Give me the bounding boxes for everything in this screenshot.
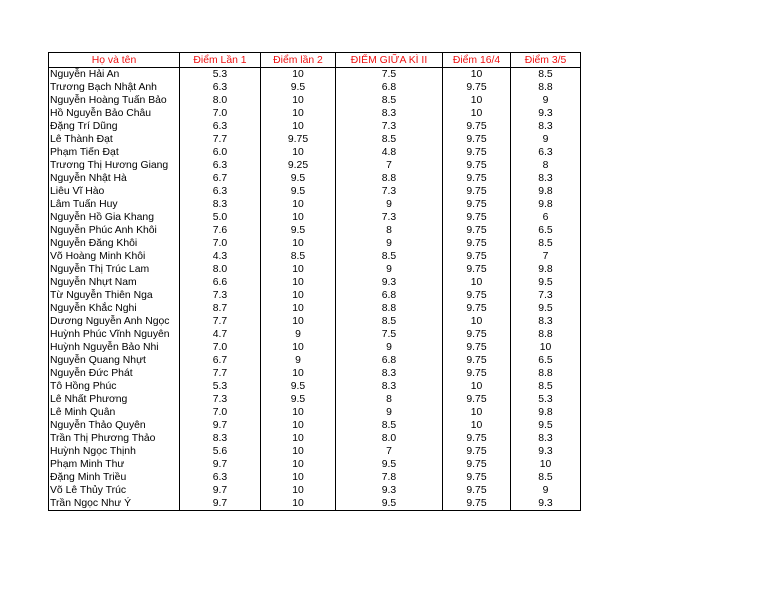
score-3-5: 8.8: [511, 81, 581, 94]
score-3-5: 9.8: [511, 406, 581, 419]
score-1: 9.7: [180, 419, 261, 432]
table-row: [49, 354, 581, 367]
student-name: Nguyễn Khắc Nghi: [49, 302, 180, 315]
midterm-score: 6.8: [336, 289, 443, 302]
score-16-4: 9.75: [443, 211, 511, 224]
score-1: 9.7: [180, 458, 261, 471]
score-2: 10: [261, 302, 336, 315]
student-name: Liêu Vĩ Hào: [49, 185, 180, 198]
score-3-5: 8.8: [511, 328, 581, 341]
midterm-score: 7.3: [336, 185, 443, 198]
midterm-score: 9.5: [336, 458, 443, 471]
header-name: Họ và tên: [49, 53, 180, 68]
table-row: [49, 146, 581, 159]
score-3-5: 9.8: [511, 263, 581, 276]
score-3-5: 8.5: [511, 380, 581, 393]
score-16-4: 9.75: [443, 146, 511, 159]
score-1: 8.0: [180, 263, 261, 276]
midterm-score: 8.5: [336, 250, 443, 263]
midterm-score: 9: [336, 237, 443, 250]
score-2: 10: [261, 367, 336, 380]
score-3-5: 9.3: [511, 445, 581, 458]
student-name: Nguyễn Hải An: [49, 68, 180, 82]
table-row: [49, 185, 581, 198]
student-name: Huỳnh Nguyễn Bảo Nhi: [49, 341, 180, 354]
table-row: [49, 263, 581, 276]
table-row: [49, 367, 581, 380]
score-3-5: 8.5: [511, 68, 581, 82]
score-16-4: 10: [443, 107, 511, 120]
table-row: [49, 484, 581, 497]
student-name: Nguyễn Đức Phát: [49, 367, 180, 380]
student-name: Đặng Minh Triều: [49, 471, 180, 484]
table-row: [49, 198, 581, 211]
score-1: 5.6: [180, 445, 261, 458]
score-2: 10: [261, 458, 336, 471]
midterm-score: 7.3: [336, 120, 443, 133]
score-16-4: 9.75: [443, 432, 511, 445]
score-16-4: 9.75: [443, 250, 511, 263]
score-1: 8.3: [180, 432, 261, 445]
student-name: Lê Nhất Phương: [49, 393, 180, 406]
score-3-5: 8.3: [511, 315, 581, 328]
midterm-score: 8.3: [336, 380, 443, 393]
score-2: 10: [261, 406, 336, 419]
table-row: [49, 120, 581, 133]
score-1: 6.3: [180, 120, 261, 133]
table-row: [49, 380, 581, 393]
table-row: [49, 159, 581, 172]
student-name: Đặng Trí Dũng: [49, 120, 180, 133]
score-1: 4.7: [180, 328, 261, 341]
score-3-5: 9.8: [511, 198, 581, 211]
midterm-score: 7.5: [336, 68, 443, 82]
table-row: [49, 328, 581, 341]
table-row: [49, 250, 581, 263]
score-3-5: 9.5: [511, 302, 581, 315]
table-row: [49, 497, 581, 511]
score-2: 10: [261, 497, 336, 511]
midterm-score: 7: [336, 445, 443, 458]
midterm-score: 7.3: [336, 211, 443, 224]
student-name: Nguyễn Hồ Gia Khang: [49, 211, 180, 224]
score-1: 5.0: [180, 211, 261, 224]
score-2: 9.5: [261, 185, 336, 198]
score-1: 5.3: [180, 68, 261, 82]
score-2: 10: [261, 263, 336, 276]
score-3-5: 8.5: [511, 237, 581, 250]
table-row: [49, 419, 581, 432]
student-name: Võ Lê Thủy Trúc: [49, 484, 180, 497]
midterm-score: 8.5: [336, 315, 443, 328]
score-16-4: 9.75: [443, 133, 511, 146]
score-1: 7.0: [180, 341, 261, 354]
score-16-4: 9.75: [443, 120, 511, 133]
score-3-5: 9: [511, 133, 581, 146]
score-2: 8.5: [261, 250, 336, 263]
score-16-4: 9.75: [443, 159, 511, 172]
score-1: 6.3: [180, 471, 261, 484]
score-3-5: 8: [511, 159, 581, 172]
table-row: [49, 81, 581, 94]
header-score-16-4: Điểm 16/4: [443, 53, 511, 68]
score-3-5: 6.5: [511, 354, 581, 367]
midterm-score: 9.5: [336, 497, 443, 511]
score-16-4: 9.75: [443, 224, 511, 237]
table-row: [49, 133, 581, 146]
table-row: [49, 94, 581, 107]
score-16-4: 9.75: [443, 198, 511, 211]
midterm-score: 9: [336, 198, 443, 211]
midterm-score: 8.0: [336, 432, 443, 445]
score-3-5: 6: [511, 211, 581, 224]
score-16-4: 10: [443, 315, 511, 328]
midterm-score: 9: [336, 341, 443, 354]
score-2: 10: [261, 419, 336, 432]
score-1: 6.3: [180, 185, 261, 198]
score-2: 10: [261, 315, 336, 328]
midterm-score: 8: [336, 393, 443, 406]
score-2: 10: [261, 276, 336, 289]
score-3-5: 8.8: [511, 367, 581, 380]
student-name: Phạm Minh Thư: [49, 458, 180, 471]
score-16-4: 9.75: [443, 263, 511, 276]
score-1: 8.7: [180, 302, 261, 315]
score-16-4: 10: [443, 94, 511, 107]
score-3-5: 9: [511, 484, 581, 497]
student-name: Nguyễn Đăng Khôi: [49, 237, 180, 250]
score-3-5: 8.3: [511, 172, 581, 185]
student-name: Nguyễn Nhật Hà: [49, 172, 180, 185]
score-3-5: 6.5: [511, 224, 581, 237]
score-2: 9: [261, 354, 336, 367]
score-3-5: 8.5: [511, 471, 581, 484]
score-16-4: 9.75: [443, 484, 511, 497]
student-name: Trần Ngọc Như Ý: [49, 497, 180, 511]
score-16-4: 10: [443, 68, 511, 82]
score-16-4: 9.75: [443, 237, 511, 250]
table-row: [49, 172, 581, 185]
score-1: 6.0: [180, 146, 261, 159]
score-3-5: 8.3: [511, 432, 581, 445]
score-1: 7.7: [180, 133, 261, 146]
student-name: Nguyễn Quang Nhựt: [49, 354, 180, 367]
table-row: [49, 315, 581, 328]
score-16-4: 9.75: [443, 328, 511, 341]
table-row: [49, 432, 581, 445]
score-3-5: 10: [511, 458, 581, 471]
score-3-5: 10: [511, 341, 581, 354]
score-3-5: 9: [511, 94, 581, 107]
score-16-4: 10: [443, 380, 511, 393]
student-name: Nguyễn Nhựt Nam: [49, 276, 180, 289]
score-1: 6.7: [180, 354, 261, 367]
score-1: 8.3: [180, 198, 261, 211]
student-name: Dương Nguyễn Anh Ngọc: [49, 315, 180, 328]
score-16-4: 9.75: [443, 367, 511, 380]
score-1: 7.7: [180, 367, 261, 380]
score-3-5: 6.3: [511, 146, 581, 159]
score-2: 9.25: [261, 159, 336, 172]
score-1: 7.3: [180, 393, 261, 406]
table-row: [49, 68, 581, 82]
student-name: Lê Minh Quân: [49, 406, 180, 419]
header-score-3-5: Điểm 3/5: [511, 53, 581, 68]
score-3-5: 9.3: [511, 107, 581, 120]
midterm-score: 6.8: [336, 354, 443, 367]
score-2: 10: [261, 289, 336, 302]
score-16-4: 9.75: [443, 471, 511, 484]
student-name: Tô Hồng Phúc: [49, 380, 180, 393]
table-body: [49, 68, 581, 511]
score-2: 9.5: [261, 393, 336, 406]
grades-table: [48, 52, 581, 511]
score-16-4: 9.75: [443, 302, 511, 315]
score-2: 10: [261, 94, 336, 107]
midterm-score: 9.3: [336, 276, 443, 289]
student-name: Huỳnh Phúc Vĩnh Nguyên: [49, 328, 180, 341]
table-row: [49, 224, 581, 237]
score-1: 7.0: [180, 107, 261, 120]
midterm-score: 6.8: [336, 81, 443, 94]
score-1: 5.3: [180, 380, 261, 393]
score-2: 10: [261, 445, 336, 458]
score-2: 10: [261, 484, 336, 497]
table-row: [49, 341, 581, 354]
score-3-5: 8.3: [511, 120, 581, 133]
table-row: [49, 393, 581, 406]
score-1: 4.3: [180, 250, 261, 263]
midterm-score: 7.5: [336, 328, 443, 341]
table-row: [49, 237, 581, 250]
score-2: 10: [261, 120, 336, 133]
score-16-4: 9.75: [443, 445, 511, 458]
midterm-score: 4.8: [336, 146, 443, 159]
score-16-4: 9.75: [443, 393, 511, 406]
midterm-score: 9: [336, 406, 443, 419]
table-row: [49, 302, 581, 315]
student-name: Trần Thị Phương Thảo: [49, 432, 180, 445]
score-16-4: 9.75: [443, 81, 511, 94]
score-16-4: 10: [443, 406, 511, 419]
midterm-score: 8.5: [336, 419, 443, 432]
table-row: [49, 471, 581, 484]
score-2: 10: [261, 68, 336, 82]
score-1: 9.7: [180, 497, 261, 511]
score-16-4: 9.75: [443, 289, 511, 302]
score-2: 10: [261, 432, 336, 445]
score-2: 9.5: [261, 172, 336, 185]
header-score-2: Điểm lần 2: [261, 53, 336, 68]
student-name: Võ Hoàng Minh Khôi: [49, 250, 180, 263]
table-row: [49, 445, 581, 458]
score-3-5: 9.5: [511, 419, 581, 432]
score-2: 9.5: [261, 224, 336, 237]
score-2: 10: [261, 146, 336, 159]
table-row: [49, 107, 581, 120]
student-name: Lê Thành Đạt: [49, 133, 180, 146]
score-2: 9.75: [261, 133, 336, 146]
score-3-5: 9.5: [511, 276, 581, 289]
score-1: 7.0: [180, 406, 261, 419]
table-row: [49, 211, 581, 224]
score-16-4: 10: [443, 276, 511, 289]
student-name: Nguyễn Hoàng Tuấn Bảo: [49, 94, 180, 107]
score-16-4: 9.75: [443, 497, 511, 511]
score-3-5: 9.3: [511, 497, 581, 511]
midterm-score: 8.3: [336, 107, 443, 120]
midterm-score: 8: [336, 224, 443, 237]
student-name: Nguyễn Thảo Quyên: [49, 419, 180, 432]
header-score-1: Điểm Lần 1: [180, 53, 261, 68]
student-name: Trương Thị Hương Giang: [49, 159, 180, 172]
score-1: 6.3: [180, 159, 261, 172]
score-16-4: 10: [443, 419, 511, 432]
score-1: 6.6: [180, 276, 261, 289]
student-name: Trương Bạch Nhật Anh: [49, 81, 180, 94]
student-name: Nguyễn Thị Trúc Lam: [49, 263, 180, 276]
table-row: [49, 406, 581, 419]
score-2: 9.5: [261, 380, 336, 393]
score-16-4: 9.75: [443, 341, 511, 354]
table-row: [49, 289, 581, 302]
midterm-score: 7.8: [336, 471, 443, 484]
student-name: Phạm Tiến Đạt: [49, 146, 180, 159]
midterm-score: 8.8: [336, 172, 443, 185]
midterm-score: 9.3: [336, 484, 443, 497]
score-2: 10: [261, 211, 336, 224]
table-row: [49, 458, 581, 471]
score-16-4: 9.75: [443, 458, 511, 471]
table-row: [49, 276, 581, 289]
score-1: 7.7: [180, 315, 261, 328]
score-1: 7.3: [180, 289, 261, 302]
score-1: 8.0: [180, 94, 261, 107]
header-row: [49, 53, 581, 68]
score-1: 6.3: [180, 81, 261, 94]
student-name: Lâm Tuấn Huy: [49, 198, 180, 211]
header-midterm: ĐIỂM GIỮA KÌ II: [336, 53, 443, 68]
midterm-score: 8.5: [336, 133, 443, 146]
student-name: Hồ Nguyễn Bảo Châu: [49, 107, 180, 120]
score-3-5: 5.3: [511, 393, 581, 406]
score-3-5: 7.3: [511, 289, 581, 302]
score-1: 6.7: [180, 172, 261, 185]
score-16-4: 9.75: [443, 354, 511, 367]
score-16-4: 9.75: [443, 172, 511, 185]
score-2: 9: [261, 328, 336, 341]
score-16-4: 9.75: [443, 185, 511, 198]
midterm-score: 8.5: [336, 94, 443, 107]
score-2: 10: [261, 341, 336, 354]
midterm-score: 8.3: [336, 367, 443, 380]
score-1: 7.0: [180, 237, 261, 250]
score-2: 10: [261, 237, 336, 250]
score-2: 10: [261, 198, 336, 211]
student-name: Nguyễn Phúc Anh Khôi: [49, 224, 180, 237]
score-3-5: 9.8: [511, 185, 581, 198]
score-1: 7.6: [180, 224, 261, 237]
midterm-score: 9: [336, 263, 443, 276]
score-2: 10: [261, 107, 336, 120]
score-2: 10: [261, 471, 336, 484]
score-2: 9.5: [261, 81, 336, 94]
midterm-score: 8.8: [336, 302, 443, 315]
student-name: Huỳnh Ngọc Thịnh: [49, 445, 180, 458]
student-name: Từ Nguyễn Thiên Nga: [49, 289, 180, 302]
midterm-score: 7: [336, 159, 443, 172]
score-3-5: 7: [511, 250, 581, 263]
score-1: 9.7: [180, 484, 261, 497]
